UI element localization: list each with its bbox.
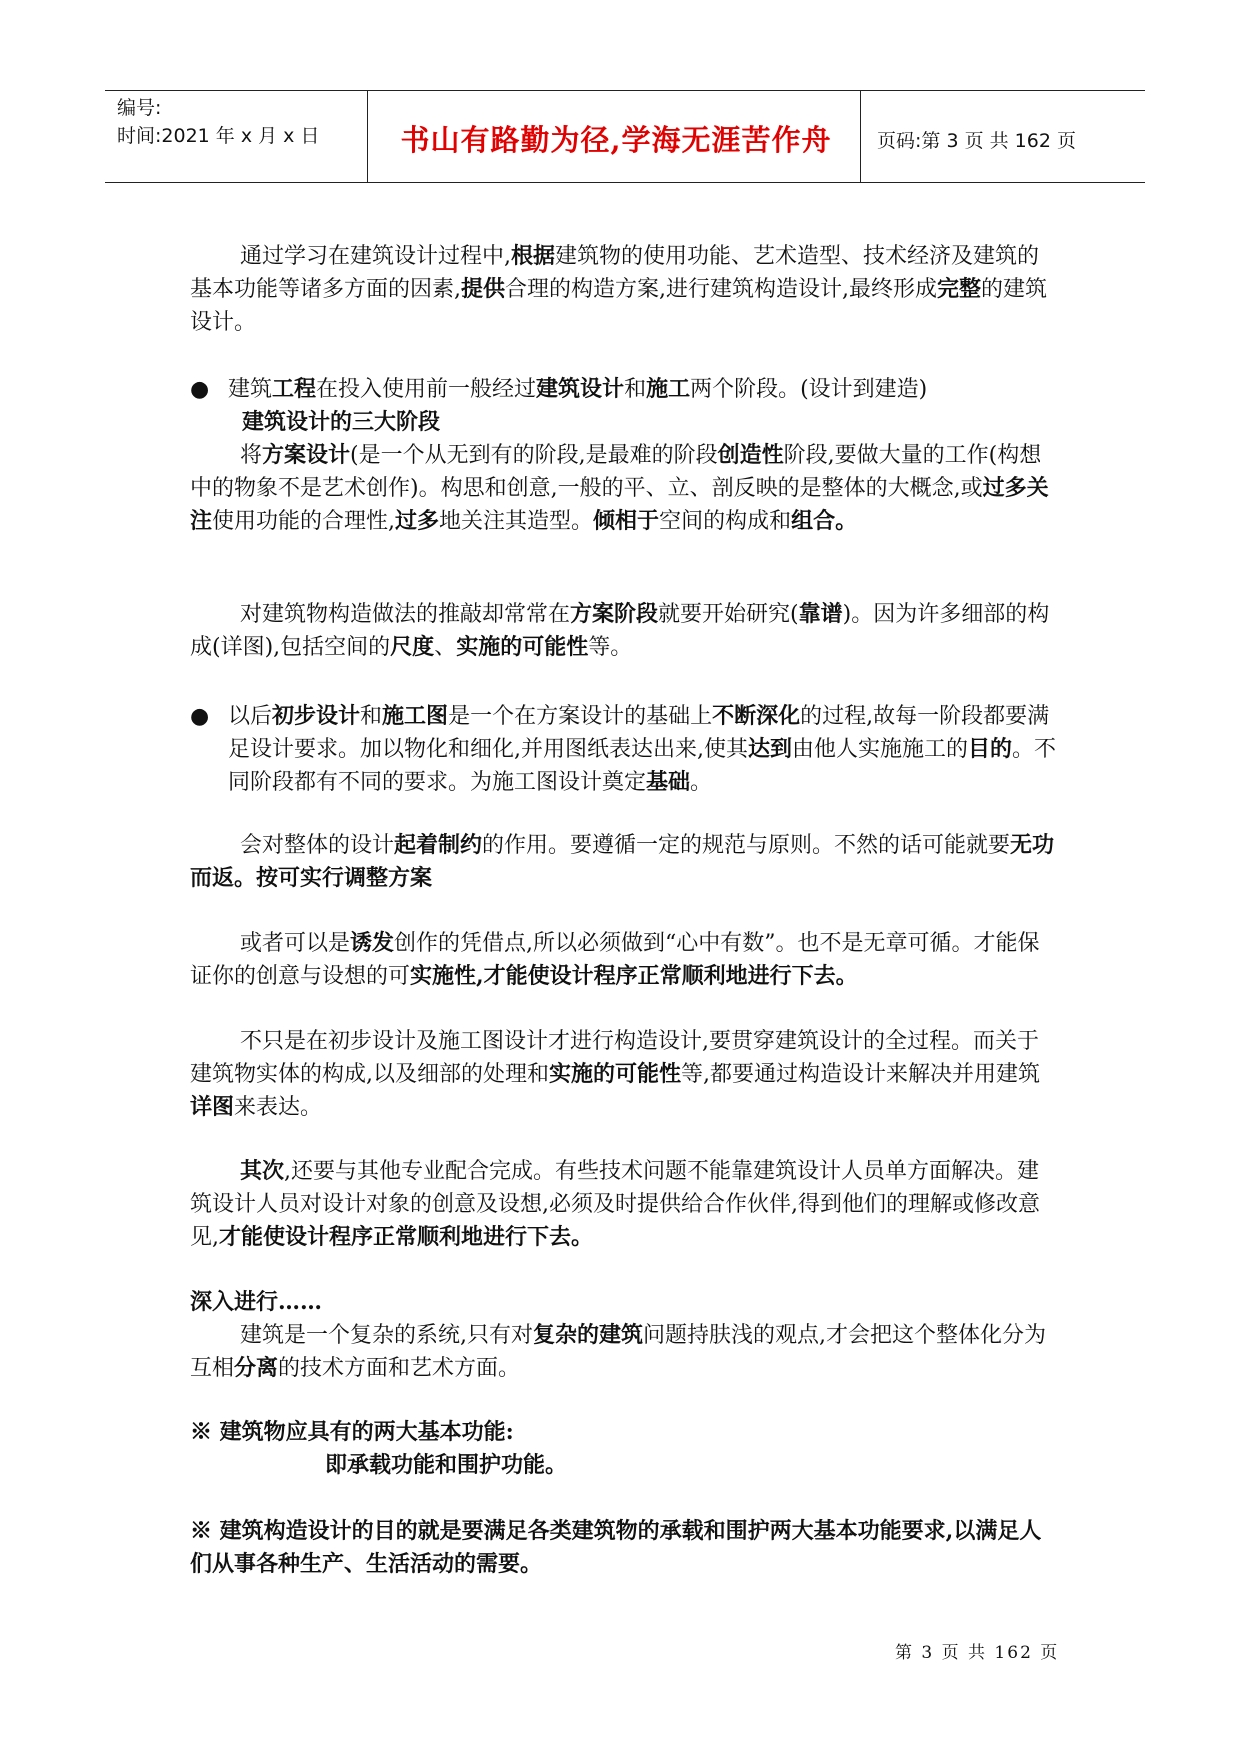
- section-going-deeper: 深入进行…… 建筑是一个复杂的系统,只有对复杂的建筑问题持肤浅的观点,才会把这个整体化分为互相分离的技术方面和艺术方面。: [190, 1289, 1047, 1381]
- bullet-item-deepening: 以后初步设计和施工图是一个在方案设计的基础上不断深化的过程,故每一阶段都要满足设计要求。加以物化和细化,并用图纸表达出来,使其达到由他人实施施工的目的。不同阶段都有不同的要求。为施工图设计奠定基础。: [228, 703, 1057, 795]
- paragraph-constraint: 会对整体的设计起着制约的作用。要遵循一定的规范与原则。不然的话可能就要无功而返。按可实行调整方案: [190, 832, 1055, 891]
- header-divider-right: [860, 90, 861, 183]
- header-bottom-rule: [105, 182, 1145, 183]
- doc-time-label: 时间:2021 年 x 月 x 日: [117, 125, 320, 147]
- header-top-rule: [105, 90, 1145, 91]
- paragraph-whole-process: 不只是在初步设计及施工图设计才进行构造设计,要贯穿建筑设计的全过程。而关于建筑物实体的构成,以及细部的处理和实施的可能性等,都要通过构造设计来解决并用建筑详图来表达。: [190, 1029, 1041, 1120]
- note-design-purpose: ※ 建筑构造设计的目的就是要满足各类建筑物的承载和围护两大基本功能要求,以满足人们从事各种生产、生活活动的需要。: [190, 1518, 1042, 1577]
- bullet-icon: ●: [190, 704, 210, 729]
- subheading-three-stages: 建筑设计的三大阶段: [242, 409, 441, 435]
- header-motto: 书山有路勤为径,学海无涯苦作舟: [400, 123, 832, 157]
- paragraph-scheme-design: 将方案设计(是一个从无到有的阶段,是最难的阶段创造性阶段,要做大量的工作(构想中的物象不是艺术创作)。构思和创意,一般的平、立、剖反映的是整体的大概念,或过多关注使用功能的合理性,过多地关注其造型。倾相于空间的构成和组合。: [190, 442, 1049, 534]
- paragraph-detail-study: 对建筑物构造做法的推敲却常常在方案阶段就要开始研究(靠谱)。因为许多细部的构成(详图),包括空间的尺度、实施的可能性等。: [190, 601, 1050, 660]
- bullet-icon: ●: [190, 377, 210, 402]
- note-basic-functions: ※ 建筑物应具有的两大基本功能: 即承载功能和围护功能。: [190, 1419, 568, 1478]
- subheading-going-deeper: 深入进行……: [190, 1289, 323, 1315]
- doc-number-label: 编号:: [117, 97, 162, 119]
- paragraph-cooperation: 其次,还要与其他专业配合完成。有些技术问题不能靠建筑设计人员单方面解决。建筑设计人员对设计对象的创意及设想,必须及时提供给合作伙伴,得到他们的理解或修改意见,才能使设计程序正常顺利地进行下去。: [190, 1158, 1040, 1250]
- paragraph-intro: 通过学习在建筑设计过程中,根据建筑物的使用功能、艺术造型、技术经济及建筑的基本功能等诸多方面的因素,提供合理的构造方案,进行建筑构造设计,最终形成完整的建筑设计。: [190, 243, 1048, 335]
- page-footer: 第 3 页 共 162 页: [895, 1643, 1060, 1663]
- paragraph-inspiration: 或者可以是诱发创作的凭借点,所以必须做到“心中有数”。也不是无章可循。才能保证你的创意与设想的可实施性,才能使设计程序正常顺利地进行下去。: [190, 930, 1040, 989]
- header-left-cell: [117, 94, 319, 150]
- header-divider-left: [367, 90, 368, 183]
- header-page-code: 页码:第 3 页 共 162 页: [877, 130, 1076, 152]
- bullet-item-stages: 建筑工程在投入使用前一般经过建筑设计和施工两个阶段。(设计到建造) 建筑设计的三大阶段: [228, 376, 928, 435]
